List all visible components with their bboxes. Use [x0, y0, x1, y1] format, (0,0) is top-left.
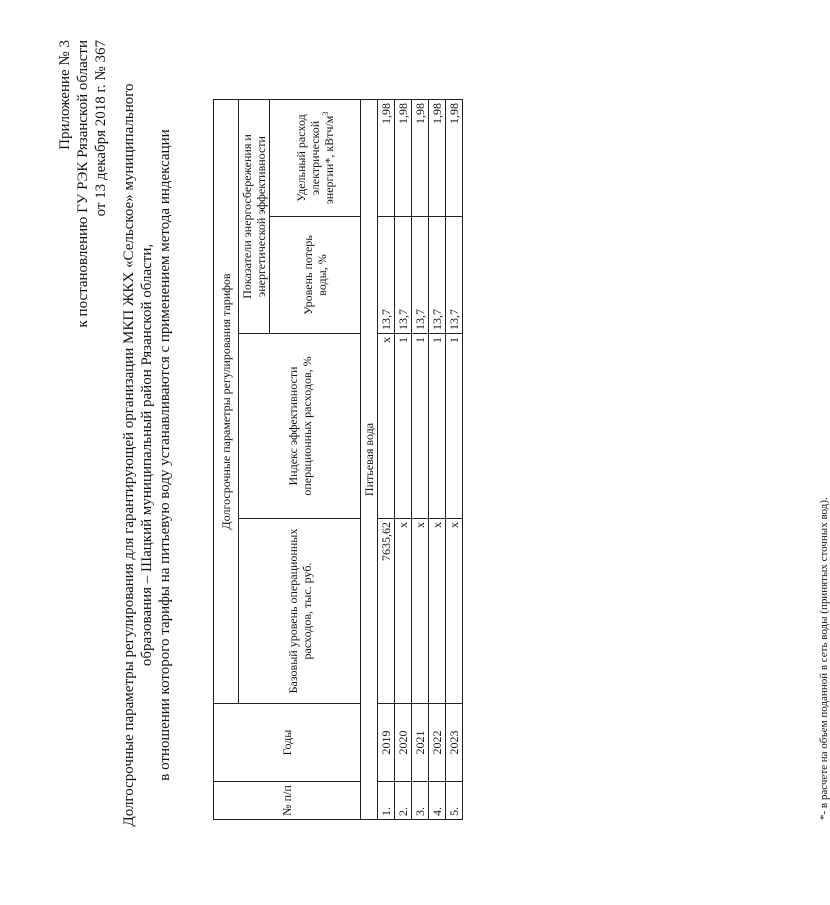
title-line: Долгосрочные параметры регулирования для гарантирующей организации МКП ЖКХ «Сельское» муниципального	[121, 83, 137, 827]
unit-superscript: 3	[321, 111, 330, 116]
header-specific-consumption	[270, 99, 361, 216]
row-losses: 13,7	[395, 217, 412, 334]
table-row	[378, 99, 395, 819]
row-year: 2020	[395, 704, 412, 782]
row-base: х	[429, 519, 446, 704]
section-label: Питьевая вода	[361, 99, 378, 819]
row-losses: 13,7	[429, 217, 446, 334]
table-row	[412, 99, 429, 819]
row-base: х	[446, 519, 463, 704]
document-title	[120, 45, 174, 865]
row-num: 4.	[429, 782, 446, 820]
row-energy: 1,98	[446, 99, 463, 216]
row-num: 2.	[395, 782, 412, 820]
appendix-number: Приложение № 3	[57, 40, 73, 150]
header-water-losses: Уровень потерь воды, %	[270, 217, 361, 334]
row-losses: 13,7	[412, 217, 429, 334]
row-energy: 1,98	[412, 99, 429, 216]
row-base: х	[395, 519, 412, 704]
header-energy-indicators: Показатели энергосбережения и энергетической эффективности	[239, 99, 270, 333]
row-num: 1.	[378, 782, 395, 820]
row-index: 1	[429, 334, 446, 519]
row-num: 3.	[412, 782, 429, 820]
row-index: 1	[446, 334, 463, 519]
row-losses: 13,7	[446, 217, 463, 334]
appendix-resolution: к постановлению ГУ РЭК Рязанской области	[75, 40, 91, 328]
row-base: х	[412, 519, 429, 704]
row-num: 5.	[446, 782, 463, 820]
row-year: 2019	[378, 704, 395, 782]
row-energy: 1,98	[378, 99, 395, 216]
table-row	[446, 99, 463, 819]
row-year: 2023	[446, 704, 463, 782]
table-row	[429, 99, 446, 819]
header-specific-consumption-text: Удельный расход электрической энергии*, кВтч/м	[294, 114, 336, 205]
header-years: Годы	[214, 704, 361, 782]
header-num: № п/п	[214, 782, 361, 820]
row-energy: 1,98	[429, 99, 446, 216]
row-index: 1	[395, 334, 412, 519]
row-year: 2022	[429, 704, 446, 782]
header-long-term: Долгосрочные параметры регулирования тарифов	[214, 99, 239, 703]
title-line: образования – Шацкий муниципальный район Рязанской области,	[139, 243, 155, 667]
footnote: *- в расчете на объем поданной в сеть воды (принятых сточных вод).	[818, 497, 830, 820]
title-line: в отношении которого тарифы на питьевую воду устанавливаются с применением метода индексации	[157, 129, 173, 781]
header-base-level: Базовый уровень операционных расходов, тыс. руб.	[239, 519, 361, 704]
row-index: х	[378, 334, 395, 519]
row-losses: 13,7	[378, 217, 395, 334]
parameters-table	[213, 99, 463, 820]
row-year: 2021	[412, 704, 429, 782]
table-row	[395, 99, 412, 819]
header-efficiency-index: Индекс эффективности операционных расходов, %	[239, 334, 361, 519]
row-base: 7635,62	[378, 519, 395, 704]
row-index: 1	[412, 334, 429, 519]
row-energy: 1,98	[395, 99, 412, 216]
appendix-date: от 13 декабря 2018 г. № 367	[93, 40, 109, 217]
